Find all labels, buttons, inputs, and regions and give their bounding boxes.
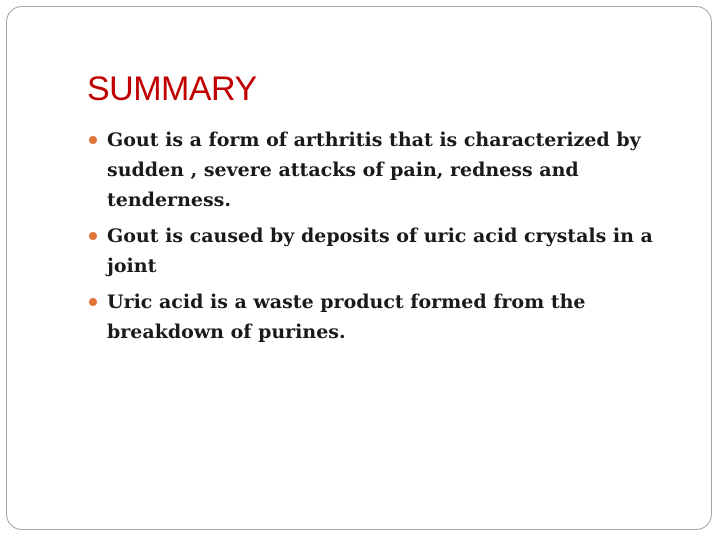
bullet-item (87, 287, 677, 347)
slide-title: SUMMARY (87, 70, 257, 108)
bullet-text: Uric acid is a waste product formed from the breakdown of purines. (107, 291, 586, 343)
bullet-item (87, 125, 677, 215)
bullet-dot-icon (89, 232, 97, 240)
bullet-text: Gout is a form of arthritis that is characterized by sudden , severe attacks of pain, redness and tenderness. (107, 129, 641, 211)
bullet-dot-icon (89, 136, 97, 144)
bullet-dot-icon (89, 298, 97, 306)
bullet-item (87, 221, 677, 281)
bullet-text: Gout is caused by deposits of uric acid crystals in a joint (107, 225, 653, 277)
slide-frame (6, 6, 712, 530)
bullet-list (87, 125, 677, 353)
